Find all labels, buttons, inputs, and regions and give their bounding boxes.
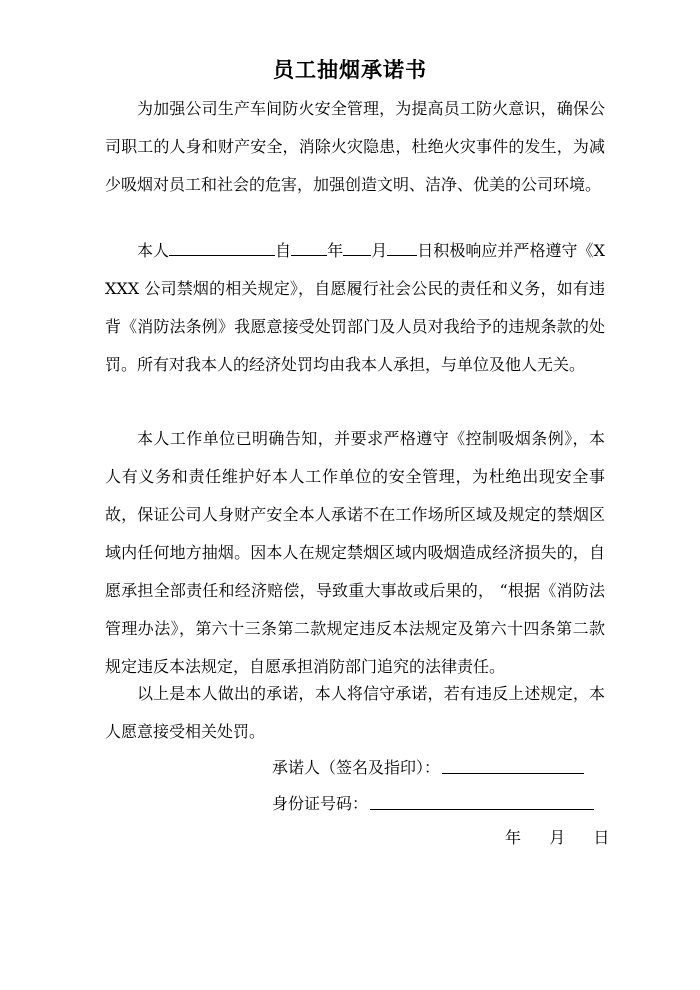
paragraph-conclusion: 以上是本人做出的承诺，本人将信守承诺，若有违反上述规定，本人愿意接受相关处罚。 (105, 684, 605, 741)
year-blank[interactable] (291, 237, 327, 256)
commitment-text-year: 年 (327, 241, 344, 260)
paragraph-commitment (105, 232, 605, 384)
commitment-text-month: 月 (371, 241, 388, 260)
paragraph-workplace-rules: 本人工作单位已明确告知，并要求严格遵守《控制吸烟条例》，本人有义务和责任维护好本人工作单位的安全管理，为杜绝出现安全事故，保证公司人身财产安全本人承诺不在工作场所区域及规定的禁烟区域内任何地方抽烟。因本人在规定禁烟区域内吸烟造成经济损失的，自愿承担全部责任和经济赔偿，导致重大事故或后果的， “根据《消防法管理办法》，第六十三条第二款规定违反本法规定及第六十四条第二款规定违反本法规定，自愿承担消防部门追究的法律责任。 (105, 429, 605, 676)
commitment-text-body: 日积极响应并严格遵守《XXXX 公司禁烟的相关规定》，自愿履行社会公民的责任和义务，如有违背《消防法条例》我愿意接受处罚部门及人员对我给予的违规条款的处罚。所有对我本人的经济处罚均由我本人承担，与单位及他人无关。 (105, 241, 605, 374)
id-number-label: 身份证号码： (272, 794, 369, 813)
date-month: 月 (549, 828, 566, 847)
date-day: 日 (593, 828, 610, 847)
commitment-text-from: 自 (275, 241, 292, 260)
date-year: 年 (505, 828, 522, 847)
id-number-field[interactable] (370, 809, 594, 810)
signer-signature-field[interactable] (442, 773, 584, 774)
document-title: 员工抽烟承诺书 (273, 57, 427, 82)
day-blank[interactable] (387, 237, 417, 256)
month-blank[interactable] (343, 237, 371, 256)
paragraph-purpose: 为加强公司生产车间防火安全管理，为提高员工防火意识，确保公司职工的人身和财产安全，消除火灾隐患，杜绝火灾事件的发生，为减少吸烟对员工和社会的危害，加强创造文明、洁净、优美的公司环境。 (105, 99, 605, 194)
name-blank[interactable] (169, 237, 275, 256)
date-line (505, 826, 609, 850)
signer-label: 承诺人（签名及指印）： (272, 758, 441, 777)
commitment-text-self: 本人 (137, 241, 170, 260)
